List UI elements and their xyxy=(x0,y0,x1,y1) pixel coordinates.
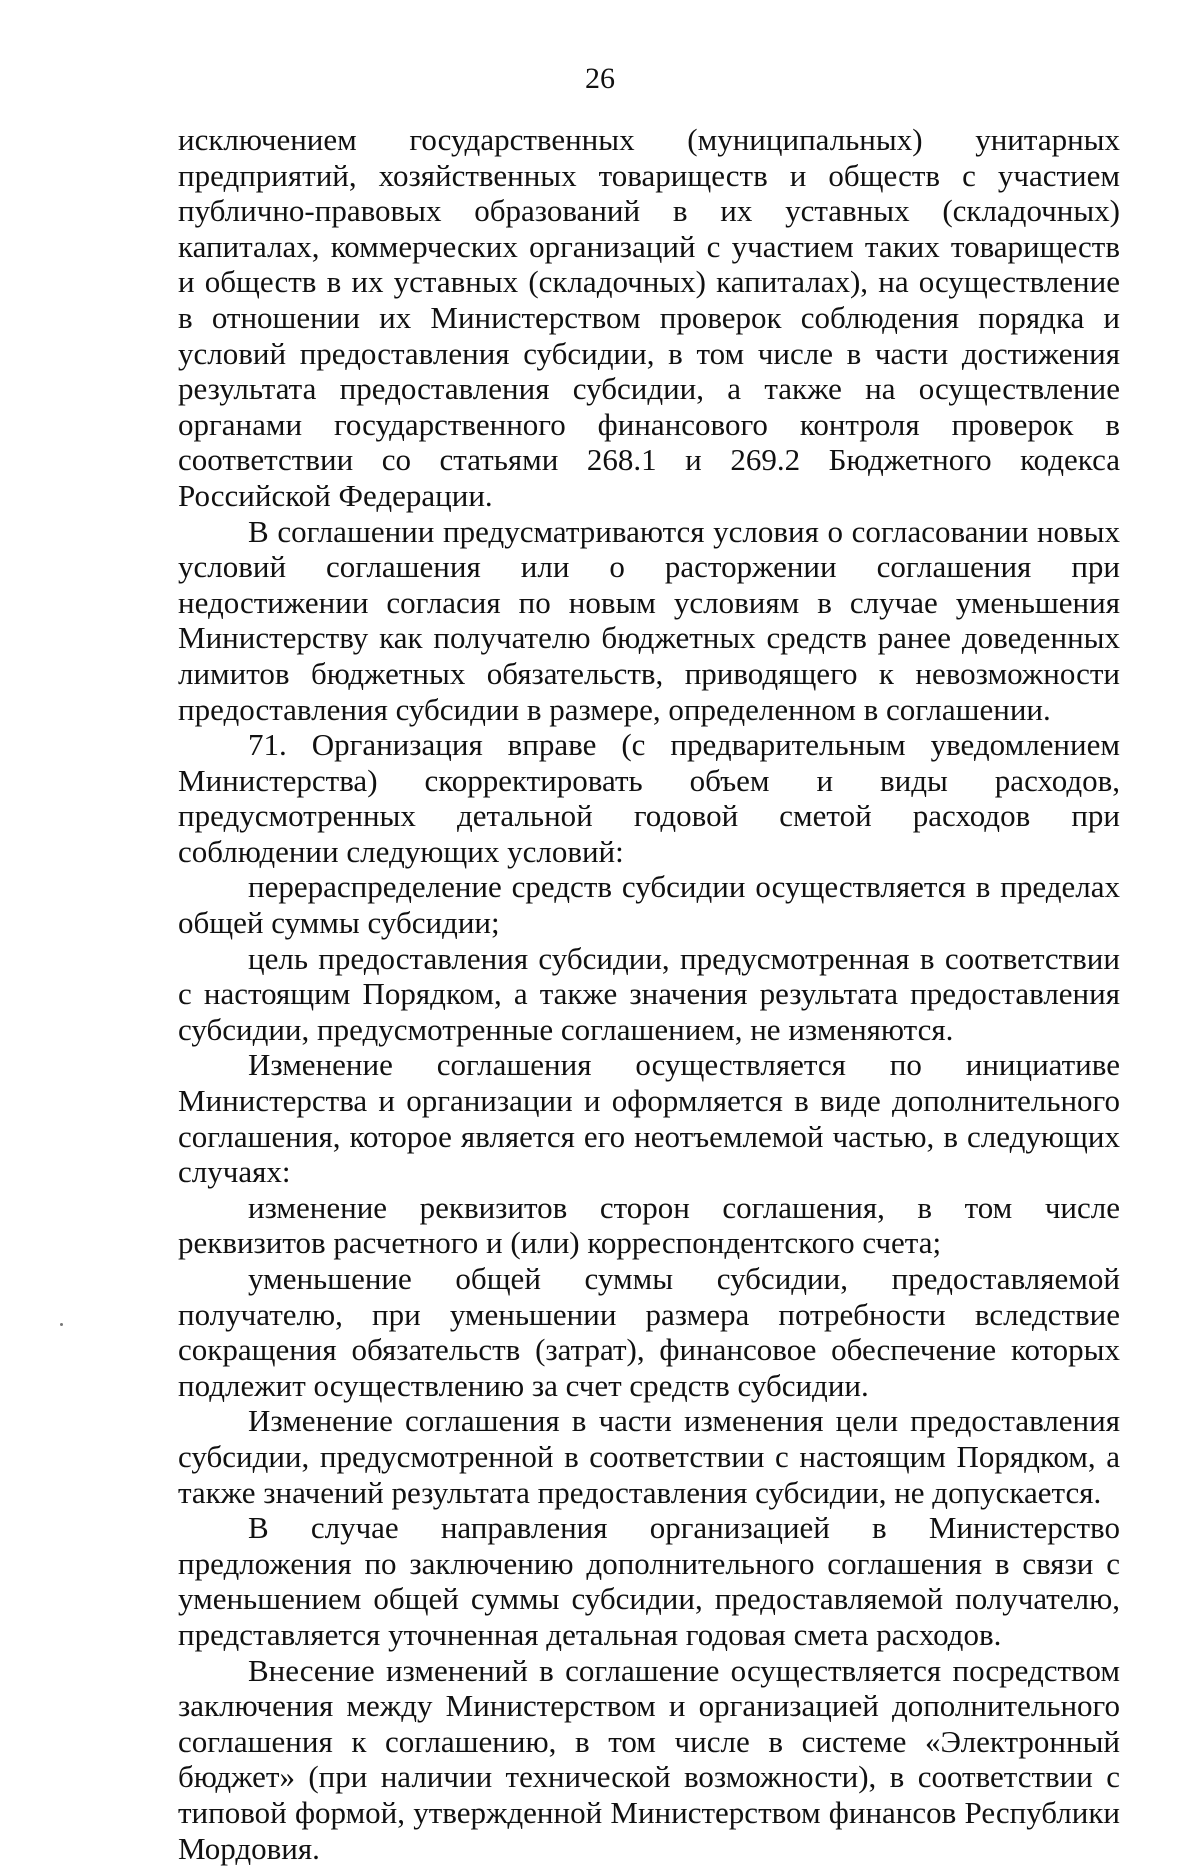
paragraph: Изменение соглашения в части изменения цели предоставления субсидии, предусмотренной в соответствии с настоящим Порядком, а также значений результата предоставления субсидии, не допускается. xyxy=(178,1403,1120,1510)
paragraph: Внесение изменений в соглашение осуществляется посредством заключения между Министерством и организацией дополнительного соглашения к соглашению, в том числе в системе «Электронный бюджет» (при наличии технической возможности), в соответствии с типовой формой, утвержденной Министерством финансов Республики Мордовия. xyxy=(178,1652,1120,1866)
paragraph: уменьшение общей суммы субсидии, предоставляемой получателю, при уменьшении размера потребности вследствие сокращения обязательств (затрат), финансовое обеспечение которых подлежит осуществлению за счет средств субсидии. xyxy=(178,1261,1120,1403)
paragraph: В соглашении предусматриваются условия о согласовании новых условий соглашения или о расторжении соглашения при недостижении согласия по новым условиям в случае уменьшения Министерству как получателю бюджетных средств ранее доведенных лимитов бюджетных обязательств, приводящего к невозможности предоставления субсидии в размере, определенном в соглашении. xyxy=(178,513,1120,727)
paragraph: изменение реквизитов сторон соглашения, в том числе реквизитов расчетного и (или) корреспондентского счета; xyxy=(178,1189,1120,1261)
paragraph: перераспределение средств субсидии осуществляется в пределах общей суммы субсидии; xyxy=(178,869,1120,941)
paragraph: В случае направления организацией в Министерство предложения по заключению дополнительного соглашения в связи с уменьшением общей суммы субсидии, предоставляемой получателю, представляется уточненная детальная годовая смета расходов. xyxy=(178,1510,1120,1652)
scan-speck xyxy=(60,1323,63,1326)
page-number: 26 xyxy=(585,62,615,95)
paragraph: 71. Организация вправе (с предварительным уведомлением Министерства) скорректировать объем и виды расходов, предусмотренных детальной годовой сметой расходов при соблюдении следующих условий: xyxy=(178,727,1120,869)
paragraph: исключением государственных (муниципальных) унитарных предприятий, хозяйственных товариществ и обществ с участием публично-правовых образований в их уставных (складочных) капиталах, коммерческих организаций с участием таких товариществ и обществ в их уставных (складочных) капиталах), на осуществление в отношении их Министерством проверок соблюдения порядка и условий предоставления субсидии, в том числе в части достижения результата предоставления субсидии, а также на осуществление органами государственного финансового контроля проверок в соответствии со статьями 268.1 и 269.2 Бюджетного кодекса Российской Федерации. xyxy=(178,122,1120,513)
paragraph: Изменение соглашения осуществляется по инициативе Министерства и организации и оформляется в виде дополнительного соглашения, которое является его неотъемлемой частью, в следующих случаях: xyxy=(178,1047,1120,1190)
paragraph: цель предоставления субсидии, предусмотренная в соответствии с настоящим Порядком, а также значения результата предоставления субсидии, предусмотренные соглашением, не изменяются. xyxy=(178,940,1120,1047)
document-body xyxy=(178,122,1120,1866)
